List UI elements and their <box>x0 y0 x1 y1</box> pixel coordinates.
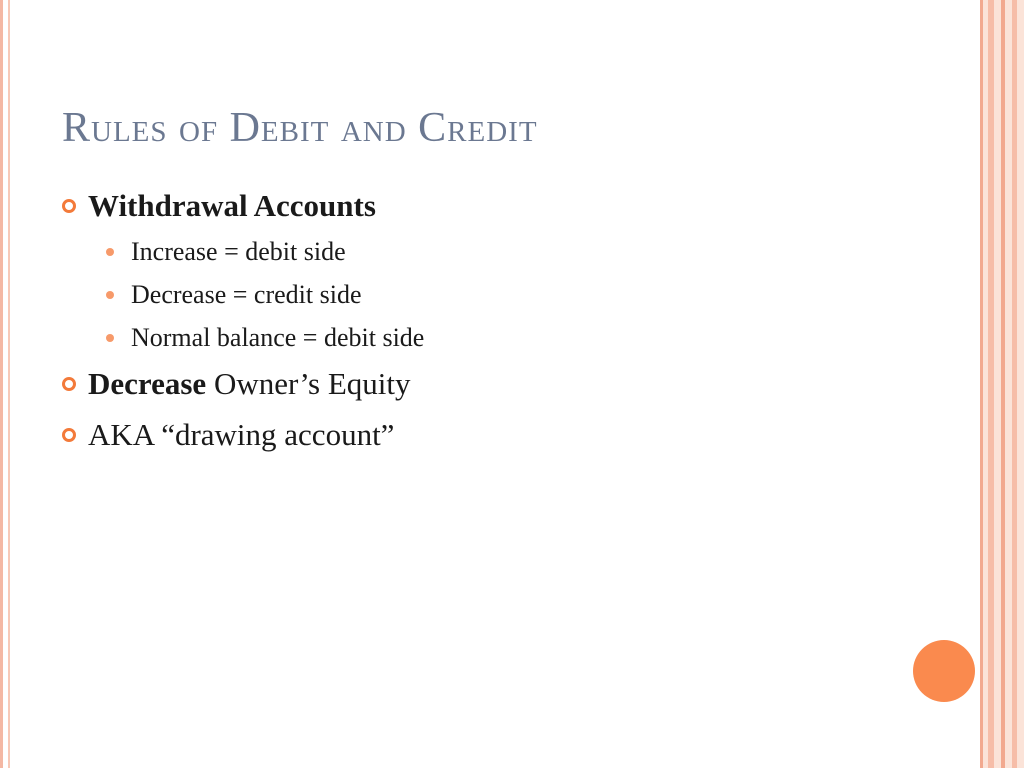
bullet-text: Owner’s Equity <box>206 366 411 401</box>
dot-bullet-icon <box>106 334 114 342</box>
ring-bullet-icon <box>62 199 76 213</box>
right-border-stripe <box>980 0 983 768</box>
sub-bullet-text: Decrease = credit side <box>131 280 362 309</box>
slide-title: Rules of Debit and Credit <box>62 105 538 151</box>
dot-bullet-icon <box>106 248 114 256</box>
sub-bullet-item <box>106 321 962 355</box>
sub-bullet-item <box>106 235 962 269</box>
left-border-stripe <box>0 0 3 768</box>
ring-bullet-icon <box>62 428 76 442</box>
sub-bullet-list <box>62 235 962 355</box>
ring-bullet-icon <box>62 377 76 391</box>
decorative-circle <box>913 640 975 702</box>
bullet-text-bold: Decrease <box>88 366 207 401</box>
bullet-item-decrease-owners-equity <box>62 364 962 404</box>
bullet-list <box>62 186 962 466</box>
bullet-item-aka-drawing-account <box>62 415 962 455</box>
sub-bullet-text: Increase = debit side <box>131 237 346 266</box>
sub-bullet-item <box>106 278 962 312</box>
right-border-stripe <box>1012 0 1017 768</box>
right-border-stripe <box>1001 0 1005 768</box>
right-border-stripe <box>988 0 994 768</box>
bullet-text: Withdrawal Accounts <box>88 188 376 223</box>
bullet-text: AKA “drawing account” <box>88 417 395 452</box>
bullet-item-withdrawal-accounts <box>62 186 962 226</box>
dot-bullet-icon <box>106 291 114 299</box>
left-border-stripe-inner <box>8 0 10 768</box>
sub-bullet-text: Normal balance = debit side <box>131 323 425 352</box>
